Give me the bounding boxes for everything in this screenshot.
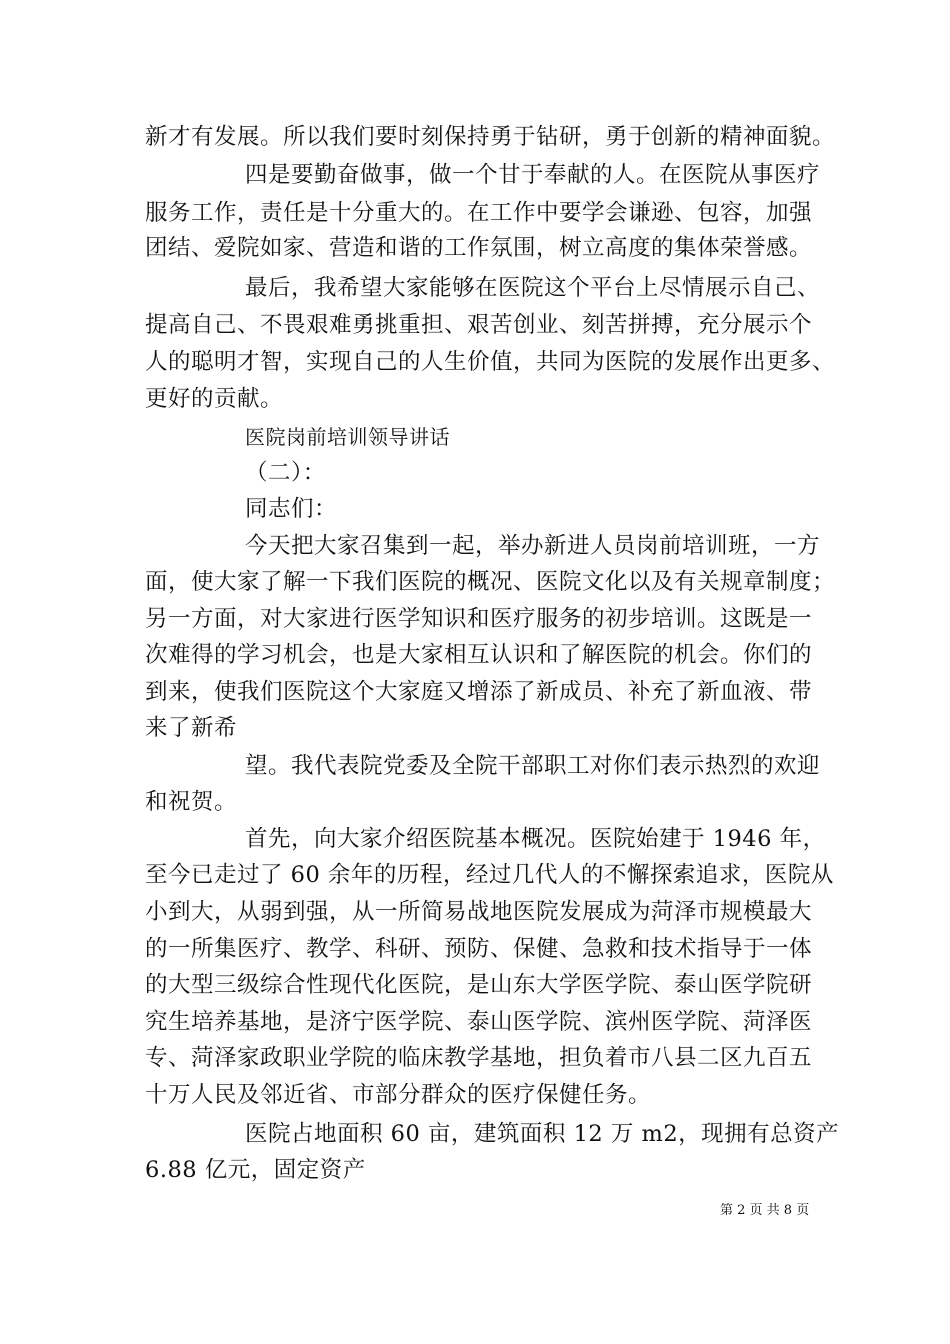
text-line: 的大型三级综合性现代化医院，是山东大学医学院、泰山医学院研 bbox=[145, 972, 813, 998]
section-title: 医院岗前培训领导讲话 bbox=[245, 425, 450, 449]
text-line: 的一所集医疗、教学、科研、预防、保健、急救和技术指导于一体 bbox=[145, 936, 813, 962]
text-line: 最后，我希望大家能够在医院这个平台上尽情展示自己、 bbox=[245, 275, 821, 301]
text-line: 医院占地面积 60 亩，建筑面积 12 万 m2，现拥有总资产 bbox=[245, 1121, 840, 1147]
section-number: （二）： bbox=[245, 460, 326, 486]
text-line: 至今已走过了 60 余年的历程，经过几代人的不懈探索追求，医院从 bbox=[145, 862, 834, 888]
text-line: 究生培养基地，是济宁医学院、泰山医学院、滨州医学院、菏泽医 bbox=[145, 1009, 813, 1035]
text-line: 新才有发展。所以我们要时刻保持勇于钻研，勇于创新的精神面貌。 bbox=[145, 124, 836, 150]
text-line: 望。我代表院党委及全院干部职工对你们表示热烈的欢迎 bbox=[245, 753, 821, 779]
text-line: 提高自己、不畏艰难勇挑重担、艰苦创业、刻苦拼搏，充分展示个 bbox=[145, 312, 813, 338]
text-line: 首先，向大家介绍医院基本概况。医院始建于 1946 年， bbox=[245, 826, 826, 852]
text-line: 专、菏泽家政职业学院的临床教学基地，担负着市八县二区九百五 bbox=[145, 1045, 813, 1071]
text-line: 面，使大家了解一下我们医院的概况、医院文化以及有关规章制度； bbox=[145, 569, 836, 595]
text-line: 四是要勤奋做事，做一个甘于奉献的人。在医院从事医疗 bbox=[245, 162, 821, 188]
text-line: 更好的贡献。 bbox=[145, 386, 284, 412]
text-line: 十万人民及邻近省、市部分群众的医疗保健任务。 bbox=[145, 1082, 652, 1108]
text-line: 服务工作，责任是十分重大的。在工作中要学会谦逊、包容，加强 bbox=[145, 200, 813, 226]
page-indicator: 第 2 页 共 8 页 bbox=[720, 1203, 810, 1218]
text-line: 小到大，从弱到强，从一所简易战地医院发展成为菏泽市规模最大 bbox=[145, 899, 813, 925]
text-line: 团结、爱院如家、营造和谐的工作氛围，树立高度的集体荣誉感。 bbox=[145, 235, 813, 261]
text-line: 到来，使我们医院这个大家庭又增添了新成员、补充了新血液、带 bbox=[145, 679, 813, 705]
text-line: 来了新希 bbox=[145, 715, 238, 741]
text-line: 今天把大家召集到一起，举办新进人员岗前培训班，一方 bbox=[245, 533, 821, 559]
text-line: 次难得的学习机会，也是大家相互认识和了解医院的机会。你们的 bbox=[145, 642, 813, 668]
text-line: 和祝贺。 bbox=[145, 789, 238, 815]
salutation: 同志们： bbox=[245, 496, 338, 522]
text-line: 人的聪明才智，实现自己的人生价值，共同为医院的发展作出更多、 bbox=[145, 349, 836, 375]
text-line: 另一方面，对大家进行医学知识和医疗服务的初步培训。这既是一 bbox=[145, 606, 813, 632]
text-line: 6.88 亿元，固定资产 bbox=[145, 1157, 366, 1183]
